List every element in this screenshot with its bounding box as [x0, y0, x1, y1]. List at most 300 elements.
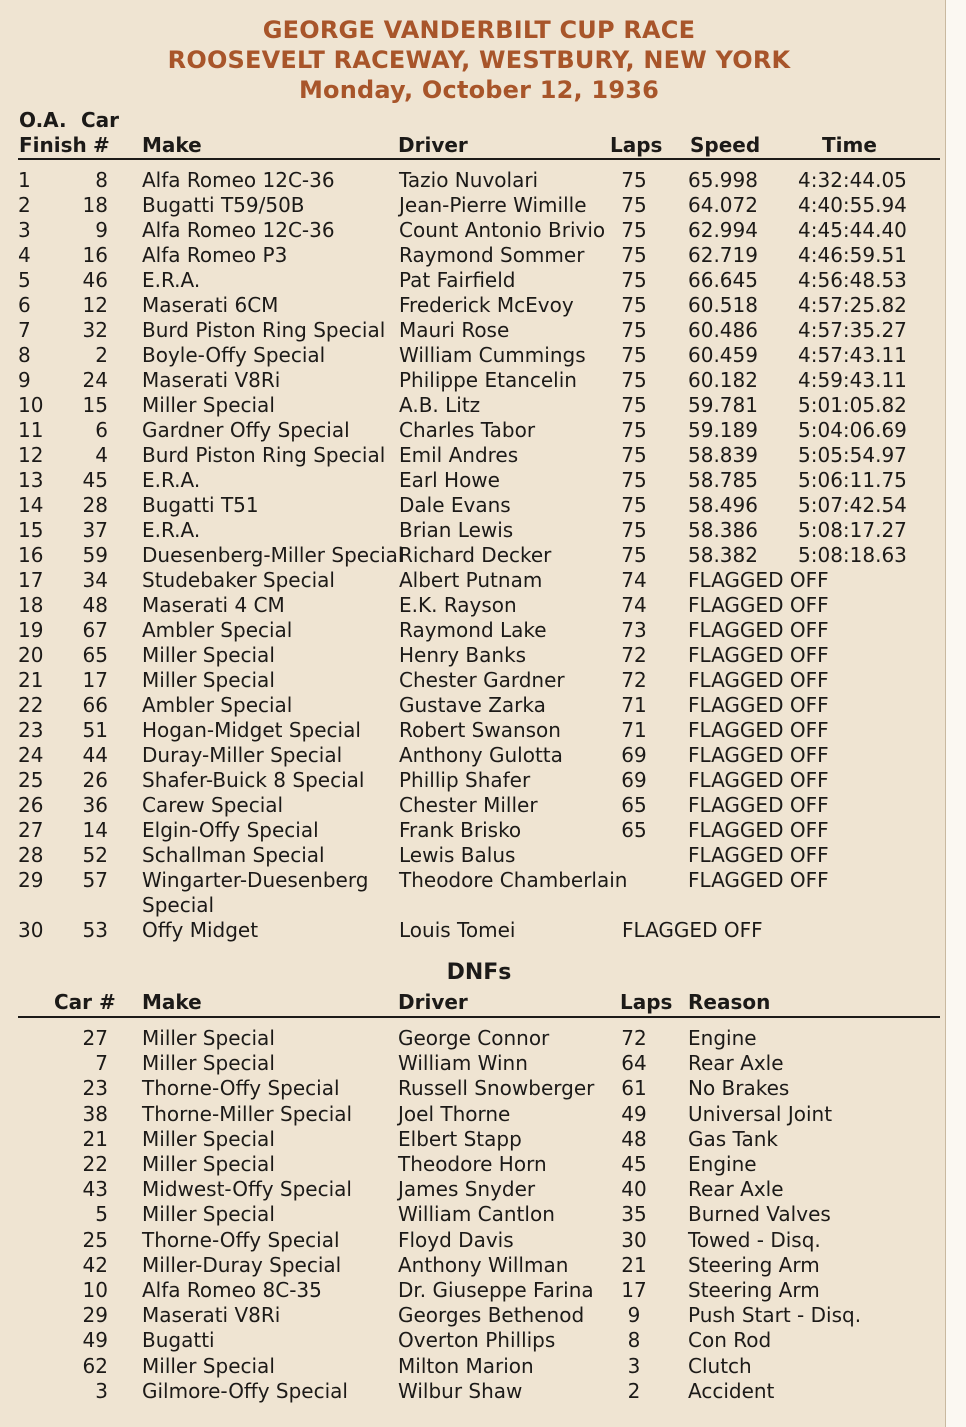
- laps-completed: 75: [621, 493, 647, 517]
- driver-name: Theodore Horn: [398, 1152, 547, 1176]
- finish-status: FLAGGED OFF: [688, 618, 829, 642]
- average-speed: 58.386: [688, 518, 758, 542]
- dnf-row: [0, 1228, 960, 1253]
- car-number: 49: [82, 1328, 108, 1353]
- driver-name: Charles Tabor: [399, 418, 536, 442]
- car-number: 48: [82, 593, 108, 617]
- car-number: 62: [82, 1353, 108, 1378]
- finish-status: FLAGGED OFF: [688, 868, 829, 892]
- finish-position: 28: [18, 843, 44, 867]
- finish-status: FLAGGED OFF: [688, 718, 829, 742]
- result-row: [0, 268, 960, 293]
- result-row: [0, 693, 960, 718]
- laps-completed: 75: [621, 468, 647, 492]
- average-speed: 62.719: [688, 243, 758, 267]
- dnf-row: [0, 1076, 960, 1101]
- laps-completed: 17: [621, 1278, 647, 1302]
- finish-position: 15: [18, 518, 44, 542]
- car-number: 46: [82, 268, 108, 292]
- result-row: [0, 318, 960, 343]
- car-number: 8: [95, 168, 108, 192]
- car-make: Shafer-Buick 8 Special: [142, 768, 365, 792]
- average-speed: 62.994: [688, 218, 758, 242]
- driver-name: Jean-Pierre Wimille: [399, 193, 587, 217]
- car-number: 66: [82, 693, 108, 717]
- driver-name: Floyd Davis: [398, 1227, 514, 1252]
- average-speed: 60.518: [688, 293, 758, 317]
- finish-status: FLAGGED OFF: [688, 693, 829, 717]
- laps-completed: 64: [621, 1051, 647, 1076]
- car-make: Hogan-Midget Special: [142, 718, 361, 742]
- result-row: [0, 568, 960, 593]
- driver-name: Russell Snowberger: [398, 1076, 595, 1101]
- car-number: 43: [82, 1177, 108, 1202]
- laps-completed: 45: [621, 1152, 647, 1176]
- driver-name: Chester Miller: [399, 793, 538, 817]
- retirement-reason: Accident: [688, 1378, 775, 1403]
- driver-name: Raymond Lake: [399, 618, 547, 642]
- laps-completed: 65: [621, 793, 647, 817]
- car-make: Alfa Romeo P3: [142, 243, 288, 267]
- finish-position: 27: [18, 818, 44, 842]
- finish-position: 25: [18, 768, 44, 792]
- car-number: 16: [82, 243, 108, 267]
- col-car-top: Car: [81, 108, 120, 132]
- finish-position: 10: [18, 393, 44, 417]
- driver-name: James Snyder: [398, 1177, 536, 1202]
- car-number: 44: [82, 743, 108, 767]
- dnf-col-laps: Laps: [620, 990, 673, 1014]
- car-number: 38: [82, 1101, 108, 1126]
- car-make: Studebaker Special: [142, 568, 335, 592]
- driver-name: Anthony Willman: [398, 1252, 569, 1277]
- car-number: 67: [82, 618, 108, 642]
- car-make: Wingarter-Duesenberg: [142, 868, 369, 892]
- race-venue: ROOSEVELT RACEWAY, WESTBURY, NEW YORK: [167, 46, 791, 74]
- retirement-reason: Steering Arm: [688, 1252, 820, 1277]
- result-row: [0, 643, 960, 668]
- car-make: Thorne-Miller Special: [142, 1101, 353, 1126]
- laps-completed: 75: [621, 518, 647, 542]
- dnf-section-title: DNFs: [446, 960, 512, 985]
- retirement-reason: Engine: [688, 1026, 757, 1050]
- laps-completed: 65: [621, 818, 647, 842]
- finish-status: FLAGGED OFF: [688, 743, 829, 767]
- car-number: 21: [82, 1126, 108, 1151]
- result-row: [0, 443, 960, 468]
- laps-completed: 69: [621, 743, 647, 767]
- col-make: Make: [142, 133, 202, 157]
- laps-completed: 75: [621, 243, 647, 267]
- retirement-reason: Clutch: [688, 1353, 752, 1378]
- average-speed: 58.839: [688, 443, 758, 467]
- dnf-col-reason: Reason: [688, 990, 771, 1014]
- car-number: 24: [82, 368, 108, 392]
- race-time: 5:08:18.63: [798, 543, 907, 567]
- finish-position: 9: [18, 368, 31, 392]
- driver-name: Pat Fairfield: [399, 268, 516, 292]
- car-make: E.R.A.: [142, 518, 201, 542]
- driver-name: Joel Thorne: [398, 1101, 511, 1126]
- finish-position: 1: [18, 168, 31, 192]
- dnf-row: [0, 1202, 960, 1227]
- result-row: [0, 343, 960, 368]
- result-row: [0, 668, 960, 693]
- finish-status: FLAGGED OFF: [688, 793, 829, 817]
- car-number: 25: [82, 1227, 108, 1252]
- finish-position: 16: [18, 543, 44, 567]
- laps-completed: 75: [621, 293, 647, 317]
- laps-completed: 75: [621, 543, 647, 567]
- dnf-row: [0, 1127, 960, 1152]
- driver-name: Mauri Rose: [399, 318, 510, 342]
- driver-name: Count Antonio Brivio: [399, 218, 606, 242]
- retirement-reason: Towed - Disq.: [688, 1227, 821, 1252]
- car-number: 9: [95, 218, 108, 242]
- dnf-row: [0, 1278, 960, 1303]
- driver-name: Emil Andres: [399, 443, 519, 467]
- laps-completed: 75: [621, 443, 647, 467]
- retirement-reason: Rear Axle: [688, 1051, 784, 1076]
- result-row: [0, 818, 960, 843]
- car-number: 57: [82, 868, 108, 892]
- dnf-header-rule: [18, 1016, 940, 1018]
- laps-completed: 75: [621, 418, 647, 442]
- result-row: [0, 368, 960, 393]
- dnf-row: [0, 1253, 960, 1278]
- result-row: [0, 543, 960, 568]
- car-number: 36: [82, 793, 108, 817]
- race-time: 4:45:44.40: [798, 218, 907, 242]
- laps-completed: 74: [621, 593, 647, 617]
- finish-status: FLAGGED OFF: [622, 918, 763, 942]
- average-speed: 59.189: [688, 418, 758, 442]
- driver-name: Frederick McEvoy: [399, 293, 574, 317]
- finish-status: FLAGGED OFF: [688, 668, 829, 692]
- car-make: Bugatti: [142, 1328, 215, 1353]
- car-number: 28: [82, 493, 108, 517]
- col-time: Time: [822, 133, 877, 157]
- car-number: 37: [82, 518, 108, 542]
- dnf-row: [0, 1051, 960, 1076]
- result-row: [0, 743, 960, 768]
- retirement-reason: No Brakes: [688, 1076, 790, 1101]
- retirement-reason: Push Start - Disq.: [688, 1303, 862, 1328]
- race-time: 4:57:35.27: [798, 318, 907, 342]
- laps-completed: 75: [621, 393, 647, 417]
- driver-name: Milton Marion: [398, 1353, 534, 1378]
- laps-completed: 72: [621, 668, 647, 692]
- retirement-reason: Engine: [688, 1152, 757, 1176]
- laps-completed: 75: [621, 268, 647, 292]
- car-number: 52: [82, 843, 108, 867]
- car-make: Carew Special: [142, 793, 284, 817]
- race-time: 4:59:43.11: [798, 368, 907, 392]
- car-make: Offy Midget: [142, 918, 259, 942]
- race-time: 5:04:06.69: [798, 418, 907, 442]
- laps-completed: 75: [621, 343, 647, 367]
- average-speed: 64.072: [688, 193, 758, 217]
- car-number: 51: [82, 718, 108, 742]
- driver-name: Dr. Giuseppe Farina: [398, 1278, 594, 1302]
- race-time: 5:06:11.75: [798, 468, 907, 492]
- driver-name: Dale Evans: [399, 493, 511, 517]
- laps-completed: 75: [621, 193, 647, 217]
- race-time: 4:40:55.94: [798, 193, 907, 217]
- result-row: [0, 793, 960, 818]
- driver-name: Raymond Sommer: [399, 243, 585, 267]
- retirement-reason: Burned Valves: [688, 1202, 831, 1227]
- laps-completed: 30: [621, 1227, 647, 1252]
- race-time: 5:01:05.82: [798, 393, 907, 417]
- car-make: Maserati 4 CM: [142, 593, 285, 617]
- driver-name: Henry Banks: [399, 643, 527, 667]
- laps-completed: 2: [627, 1378, 641, 1403]
- laps-completed: 72: [621, 643, 647, 667]
- race-time: 4:32:44.05: [798, 168, 907, 192]
- col-oa-bottom: Finish: [19, 133, 87, 157]
- finish-position: 22: [18, 693, 44, 717]
- finish-status: FLAGGED OFF: [688, 593, 829, 617]
- car-number: 65: [82, 643, 108, 667]
- finish-position: 3: [18, 218, 31, 242]
- driver-name: Georges Bethenod: [398, 1303, 585, 1328]
- finish-position: 14: [18, 493, 44, 517]
- car-number: 10: [82, 1278, 108, 1302]
- dnf-row: [0, 1379, 960, 1404]
- result-row: [0, 843, 960, 868]
- average-speed: 60.459: [688, 343, 758, 367]
- finish-status: FLAGGED OFF: [688, 643, 829, 667]
- driver-name: Robert Swanson: [399, 718, 561, 742]
- car-number: 22: [82, 1152, 108, 1176]
- laps-completed: 48: [621, 1126, 647, 1151]
- dnf-row: [0, 1177, 960, 1202]
- laps-completed: 74: [621, 568, 647, 592]
- driver-name: Overton Phillips: [398, 1328, 556, 1353]
- laps-completed: 21: [621, 1252, 647, 1277]
- finish-position: 19: [18, 618, 44, 642]
- laps-completed: 69: [621, 768, 647, 792]
- car-number: 12: [82, 293, 108, 317]
- result-row: [0, 218, 960, 243]
- car-make: Burd Piston Ring Special: [142, 443, 386, 467]
- car-number: 14: [82, 818, 108, 842]
- col-speed: Speed: [690, 133, 761, 157]
- dnf-row: [0, 1354, 960, 1379]
- finish-position: 21: [18, 668, 44, 692]
- driver-name: Albert Putnam: [399, 568, 543, 592]
- car-number: 45: [82, 468, 108, 492]
- car-make: Miller Special: [142, 1026, 275, 1050]
- car-make: Miller Special: [142, 1152, 275, 1176]
- race-time: 4:57:25.82: [798, 293, 907, 317]
- average-speed: 60.182: [688, 368, 758, 392]
- car-number: 3: [95, 1378, 108, 1403]
- car-make: Miller-Duray Special: [142, 1252, 342, 1277]
- driver-name: Brian Lewis: [399, 518, 514, 542]
- car-number: 32: [82, 318, 108, 342]
- laps-completed: 8: [627, 1328, 641, 1353]
- car-make: Miller Special: [142, 1353, 275, 1378]
- race-title: GEORGE VANDERBILT CUP RACE: [262, 16, 696, 44]
- dnf-col-car: Car #: [54, 990, 116, 1014]
- car-make: Miller Special: [142, 643, 275, 667]
- driver-name: William Cantlon: [398, 1202, 555, 1227]
- car-make: Thorne-Offy Special: [142, 1227, 340, 1252]
- finish-position: 5: [18, 268, 31, 292]
- result-row: [0, 293, 960, 318]
- laps-completed: 49: [621, 1101, 647, 1126]
- finish-position: 11: [18, 418, 44, 442]
- car-make: Duray-Miller Special: [142, 743, 343, 767]
- car-number: 17: [82, 668, 108, 692]
- retirement-reason: Universal Joint: [688, 1101, 833, 1126]
- finish-position: 13: [18, 468, 44, 492]
- race-time: 4:57:43.11: [798, 343, 907, 367]
- retirement-reason: Con Rod: [688, 1328, 772, 1353]
- average-speed: 59.781: [688, 393, 758, 417]
- car-make: Maserati 6CM: [142, 293, 279, 317]
- finish-status: FLAGGED OFF: [688, 768, 829, 792]
- finish-status: FLAGGED OFF: [688, 843, 829, 867]
- laps-completed: 35: [621, 1202, 647, 1227]
- car-number: 27: [82, 1026, 108, 1050]
- driver-name: Richard Decker: [399, 543, 552, 567]
- average-speed: 58.496: [688, 493, 758, 517]
- race-time: 4:46:59.51: [798, 243, 907, 267]
- laps-completed: 75: [621, 318, 647, 342]
- race-time: 4:56:48.53: [798, 268, 907, 292]
- driver-name: Phillip Shafer: [399, 768, 531, 792]
- dnf-row: [0, 1152, 960, 1177]
- driver-name: Chester Gardner: [399, 668, 565, 692]
- dnf-row: [0, 1328, 960, 1353]
- finish-status: FLAGGED OFF: [688, 568, 829, 592]
- car-make: Midwest-Offy Special: [142, 1177, 352, 1202]
- car-make: Boyle-Offy Special: [142, 343, 326, 367]
- driver-name: A.B. Litz: [399, 393, 481, 417]
- retirement-reason: Rear Axle: [688, 1177, 784, 1202]
- finish-position: 12: [18, 443, 44, 467]
- car-number: 26: [82, 768, 108, 792]
- car-make: Gardner Offy Special: [142, 418, 350, 442]
- finish-position: 30: [18, 918, 44, 942]
- driver-name: Lewis Balus: [399, 843, 516, 867]
- car-make: Miller Special: [142, 393, 275, 417]
- col-driver: Driver: [398, 133, 468, 157]
- finish-position: 23: [18, 718, 44, 742]
- result-row: [0, 918, 960, 943]
- car-number: 34: [82, 568, 108, 592]
- finish-position: 26: [18, 793, 44, 817]
- driver-name: Theodore Chamberlain: [399, 868, 628, 892]
- car-make: Burd Piston Ring Special: [142, 318, 386, 342]
- finish-position: 29: [18, 868, 44, 892]
- finish-position: 4: [18, 243, 31, 267]
- car-number: 6: [95, 418, 108, 442]
- car-make: Schallman Special: [142, 843, 325, 867]
- car-make: Bugatti T59/50B: [142, 193, 305, 217]
- race-time: 5:07:42.54: [798, 493, 907, 517]
- driver-name: William Winn: [398, 1051, 528, 1076]
- results-header-rule: [18, 158, 940, 160]
- car-number: 15: [82, 393, 108, 417]
- result-row: [0, 168, 960, 193]
- driver-name: Frank Brisko: [399, 818, 522, 842]
- car-make: Alfa Romeo 12C-36: [142, 168, 335, 192]
- result-row: [0, 593, 960, 618]
- dnf-col-make: Make: [142, 990, 202, 1014]
- result-row: [0, 193, 960, 218]
- dnf-col-driver: Driver: [398, 990, 468, 1014]
- driver-name: Tazio Nuvolari: [399, 168, 539, 192]
- average-speed: 66.645: [688, 268, 758, 292]
- result-row: [0, 493, 960, 518]
- finish-status: FLAGGED OFF: [688, 818, 829, 842]
- result-row: [0, 243, 960, 268]
- car-make-continued: Special: [142, 893, 215, 917]
- car-make: Elgin-Offy Special: [142, 818, 319, 842]
- car-number: 59: [82, 543, 108, 567]
- car-make: Gilmore-Offy Special: [142, 1378, 348, 1403]
- laps-completed: 40: [621, 1177, 647, 1202]
- driver-name: George Connor: [398, 1026, 550, 1050]
- car-make: Ambler Special: [142, 618, 293, 642]
- average-speed: 65.998: [688, 168, 758, 192]
- result-row: [0, 468, 960, 493]
- finish-position: 7: [18, 318, 31, 342]
- car-number: 4: [95, 443, 108, 467]
- laps-completed: 71: [621, 718, 647, 742]
- driver-name: Earl Howe: [399, 468, 500, 492]
- driver-name: Louis Tomei: [399, 918, 516, 942]
- average-speed: 58.382: [688, 543, 758, 567]
- laps-completed: 75: [621, 218, 647, 242]
- driver-name: Wilbur Shaw: [398, 1378, 523, 1403]
- driver-name: Anthony Gulotta: [399, 743, 563, 767]
- finish-position: 17: [18, 568, 44, 592]
- finish-position: 6: [18, 293, 31, 317]
- dnf-row: [0, 1102, 960, 1127]
- result-row: [0, 518, 960, 543]
- driver-name: Gustave Zarka: [399, 693, 546, 717]
- car-number: 7: [95, 1051, 108, 1076]
- finish-position: 24: [18, 743, 44, 767]
- car-make: Miller Special: [142, 668, 275, 692]
- car-make: E.R.A.: [142, 468, 201, 492]
- result-row: [0, 393, 960, 418]
- car-make: Bugatti T51: [142, 493, 259, 517]
- car-number: 42: [82, 1252, 108, 1277]
- result-row: [0, 868, 960, 893]
- result-row: [0, 418, 960, 443]
- dnf-row: [0, 1303, 960, 1328]
- car-number: 53: [82, 918, 108, 942]
- laps-completed: 9: [627, 1303, 641, 1328]
- driver-name: Elbert Stapp: [398, 1126, 522, 1151]
- race-time: 5:08:17.27: [798, 518, 907, 542]
- car-number: 23: [82, 1076, 108, 1101]
- race-time: 5:05:54.97: [798, 443, 907, 467]
- race-date: Monday, October 12, 1936: [298, 76, 660, 104]
- car-number: 29: [82, 1303, 108, 1328]
- car-make: Duesenberg-Miller Special: [142, 543, 404, 567]
- finish-position: 2: [18, 193, 31, 217]
- result-row-continuation: [0, 893, 960, 918]
- driver-name: Philippe Etancelin: [399, 368, 577, 392]
- result-row: [0, 618, 960, 643]
